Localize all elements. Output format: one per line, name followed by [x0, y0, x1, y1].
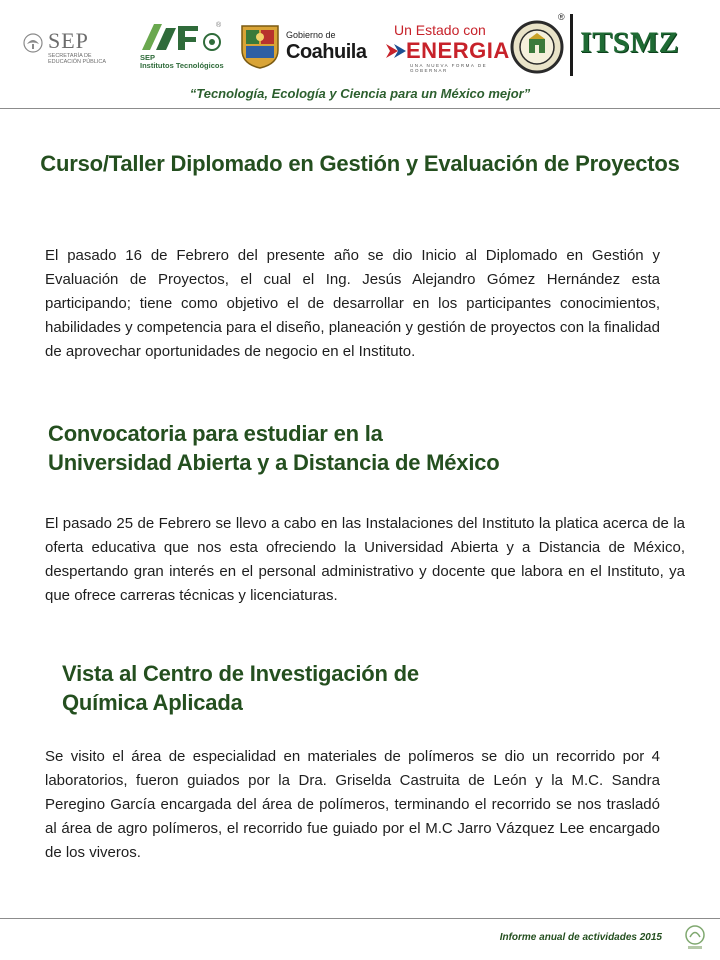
slogan: “Tecnología, Ecología y Ciencia para un México mejor” [189, 86, 531, 101]
section-2-body: El pasado 25 de Febrero se llevo a cabo en las Instalaciones del Instituto la platica acerca de la oferta educativa que nos esta ofreciendo la Universidad Abierta y a Distancia de México, despertando gran interés en el personal administrativo y docente que labora en el Instituto, ya que ofrece carreras técnicas y licenciaturas. [45, 515, 685, 604]
tecnologicos-logo-icon [136, 20, 228, 54]
itsmz-divider [570, 14, 573, 76]
institute-seal-icon [510, 20, 564, 74]
coahuila-logo [240, 24, 370, 70]
section-3-title [62, 659, 622, 717]
energia-tagline: UNA NUEVA FORMA DE GOBERNAR [410, 63, 488, 73]
itsmz-logo: ITSMZ [580, 26, 680, 59]
energia-big-text: ENERGIA [406, 38, 510, 63]
section-2-title [48, 419, 688, 477]
section-1-title: Curso/Taller Diplomado en Gestión y Evaluación de Proyectos [40, 151, 680, 176]
registered-mark: ® [558, 12, 565, 22]
coahuila-shield-icon [240, 24, 280, 70]
section-2-title-line1: Convocatoria para estudiar en la [48, 421, 383, 446]
footer-divider [0, 918, 720, 919]
tecnologicos-text-line1: SEP [140, 53, 156, 62]
sep-eagle-icon [22, 32, 44, 54]
section-3-title-line2: Química Aplicada [62, 690, 243, 715]
header [0, 0, 720, 80]
sep-wordmark: SEP [48, 28, 89, 53]
sep-logo [22, 28, 114, 70]
sep-subtitle: SECRETARÍA DE EDUCACIÓN PÚBLICA [48, 53, 107, 65]
coahuila-big-text: Coahuila [286, 41, 367, 63]
header-divider [0, 108, 720, 109]
registered-mark-small: ® [216, 22, 222, 29]
section-3-body: Se visito el área de especialidad en materiales de polímeros se dio un recorrido por 4 laboratorios, fueron guiados por la Dra. Griselda Castruita de León y la M.C. Sandra Peregino García encargada del área de polímeros, terminando el recorrido se nos trasladó al área de agro polímeros, el recorrido fue guiado por el M.C Jarro Vázquez Lee encargado de los viveros. [45, 748, 660, 861]
footer-seal-icon [682, 924, 708, 952]
section-2-title-line2: Universidad Abierta y a Distancia de México [48, 450, 500, 475]
section-1-body: El pasado 16 de Febrero del presente año se dio Inicio al Diplomado en Gestión y Evaluación de Proyectos, el cual el Ing. Jesús Alejandro Gómez Hernández esta participando; tiene como objetivo el de desarrollar en los participantes conocimientos, habilidades y competencia para el diseño, planeación y gestión de proyectos con la finalidad de aprovechar oportunidades de negocio en el Instituto. [45, 247, 660, 360]
footer-text: Informe anual de actividades 2015 [499, 932, 662, 943]
institute-seal-logo [510, 20, 564, 74]
energia-logo [384, 22, 510, 73]
tecnologicos-text [140, 54, 224, 70]
tecnologicos-text-line2: Institutos Tecnológicos [140, 61, 224, 70]
energia-top-text: Un Estado con [394, 22, 486, 38]
energia-arrow-icon [384, 40, 406, 62]
section-3-title-line1: Vista al Centro de Investigación de [62, 661, 419, 686]
tecnologicos-logo [136, 20, 228, 72]
coahuila-small-text: Gobierno de [286, 30, 336, 40]
